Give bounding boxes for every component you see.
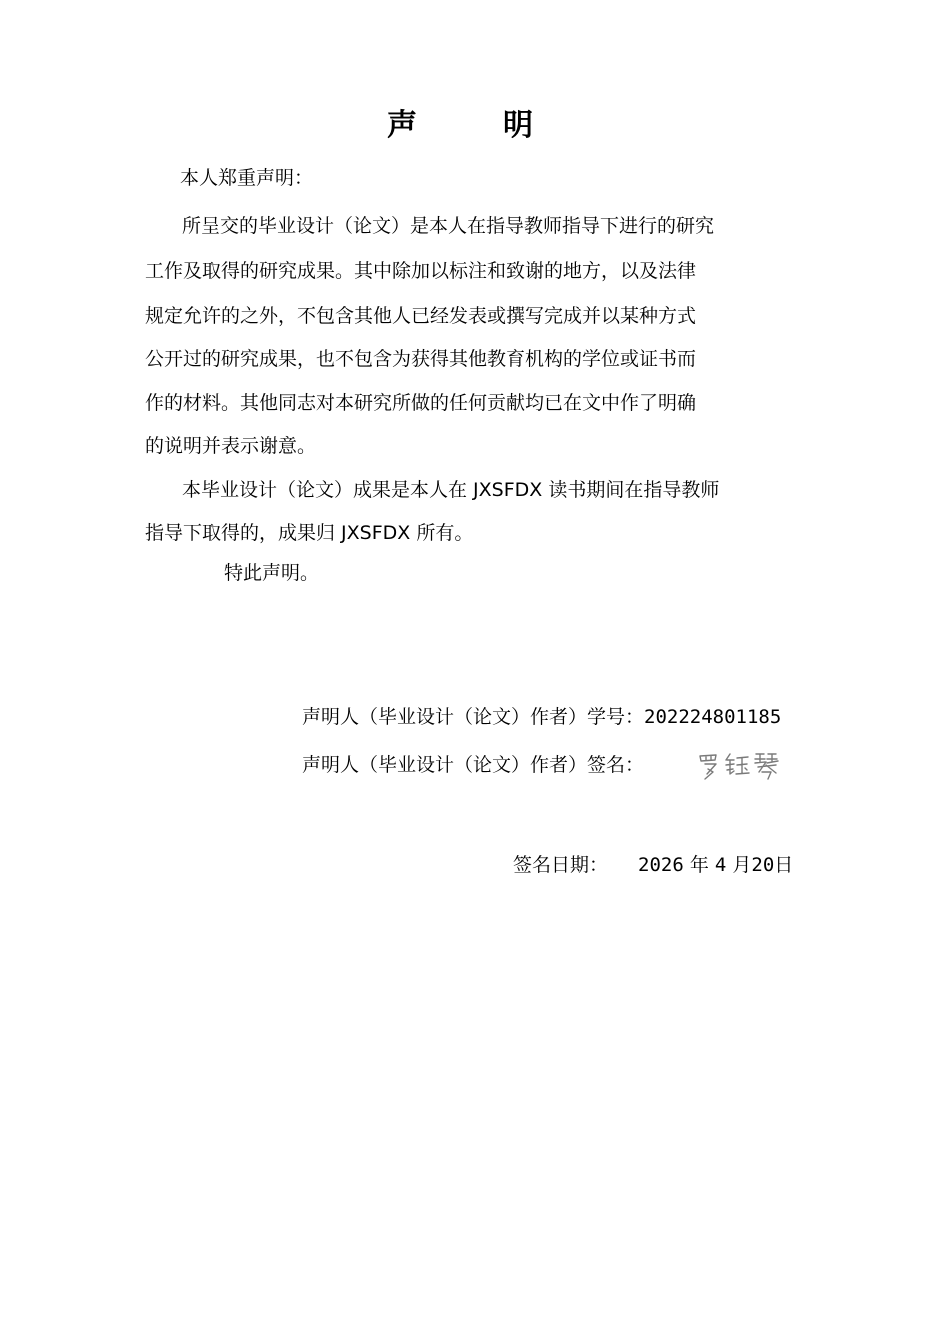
paragraph2-line-1: 本毕业设计（论文）成果是本人在 JXSFDX 读书期间在指导教师	[182, 479, 720, 501]
signature-row	[302, 753, 644, 777]
paragraph2-line-2: 指导下取得的，成果归 JXSFDX 所有。	[145, 522, 474, 544]
date-month-unit: 月	[732, 854, 752, 876]
closing-line: 特此声明。	[224, 562, 320, 584]
paragraph1-line-4: 公开过的研究成果，也不包含为获得其他教育机构的学位或证书而	[145, 348, 697, 370]
title-char-2: 明	[503, 108, 533, 143]
date-day: 20	[751, 854, 775, 876]
sign-date-row	[513, 853, 793, 877]
signature-label: 声明人（毕业设计（论文）作者）签名：	[302, 754, 645, 776]
paragraph1-line-2: 工作及取得的研究成果。其中除加以标注和致谢的地方，以及法律	[145, 260, 697, 282]
title-char-1: 声	[387, 108, 417, 143]
student-id-value: 202224801185	[644, 706, 782, 728]
sign-date-label: 签名日期：	[513, 854, 609, 876]
handwritten-signature	[696, 748, 786, 784]
date-year: 2026	[638, 854, 684, 876]
date-year-unit: 年	[689, 854, 709, 876]
paragraph1-line-6: 的说明并表示谢意。	[145, 435, 317, 457]
student-id-label: 声明人（毕业设计（论文）作者）学号：	[302, 706, 645, 728]
paragraph1-line-1	[182, 214, 804, 238]
intro-line: 本人郑重声明：	[180, 167, 314, 189]
paragraph1-line-5: 作的材料。其他同志对本研究所做的任何贡献均已在文中作了明确	[145, 392, 697, 414]
paragraph1-line-1-text: 所呈交的毕业设计（论文）是本人在指导教师指导下进行的研究	[182, 215, 715, 237]
date-month: 4	[714, 854, 727, 876]
student-id-row	[302, 705, 781, 729]
date-day-unit: 日	[774, 854, 794, 876]
page-title	[0, 100, 920, 144]
paragraph1-line-3: 规定允许的之外，不包含其他人已经发表或撰写完成并以某种方式	[145, 305, 697, 327]
